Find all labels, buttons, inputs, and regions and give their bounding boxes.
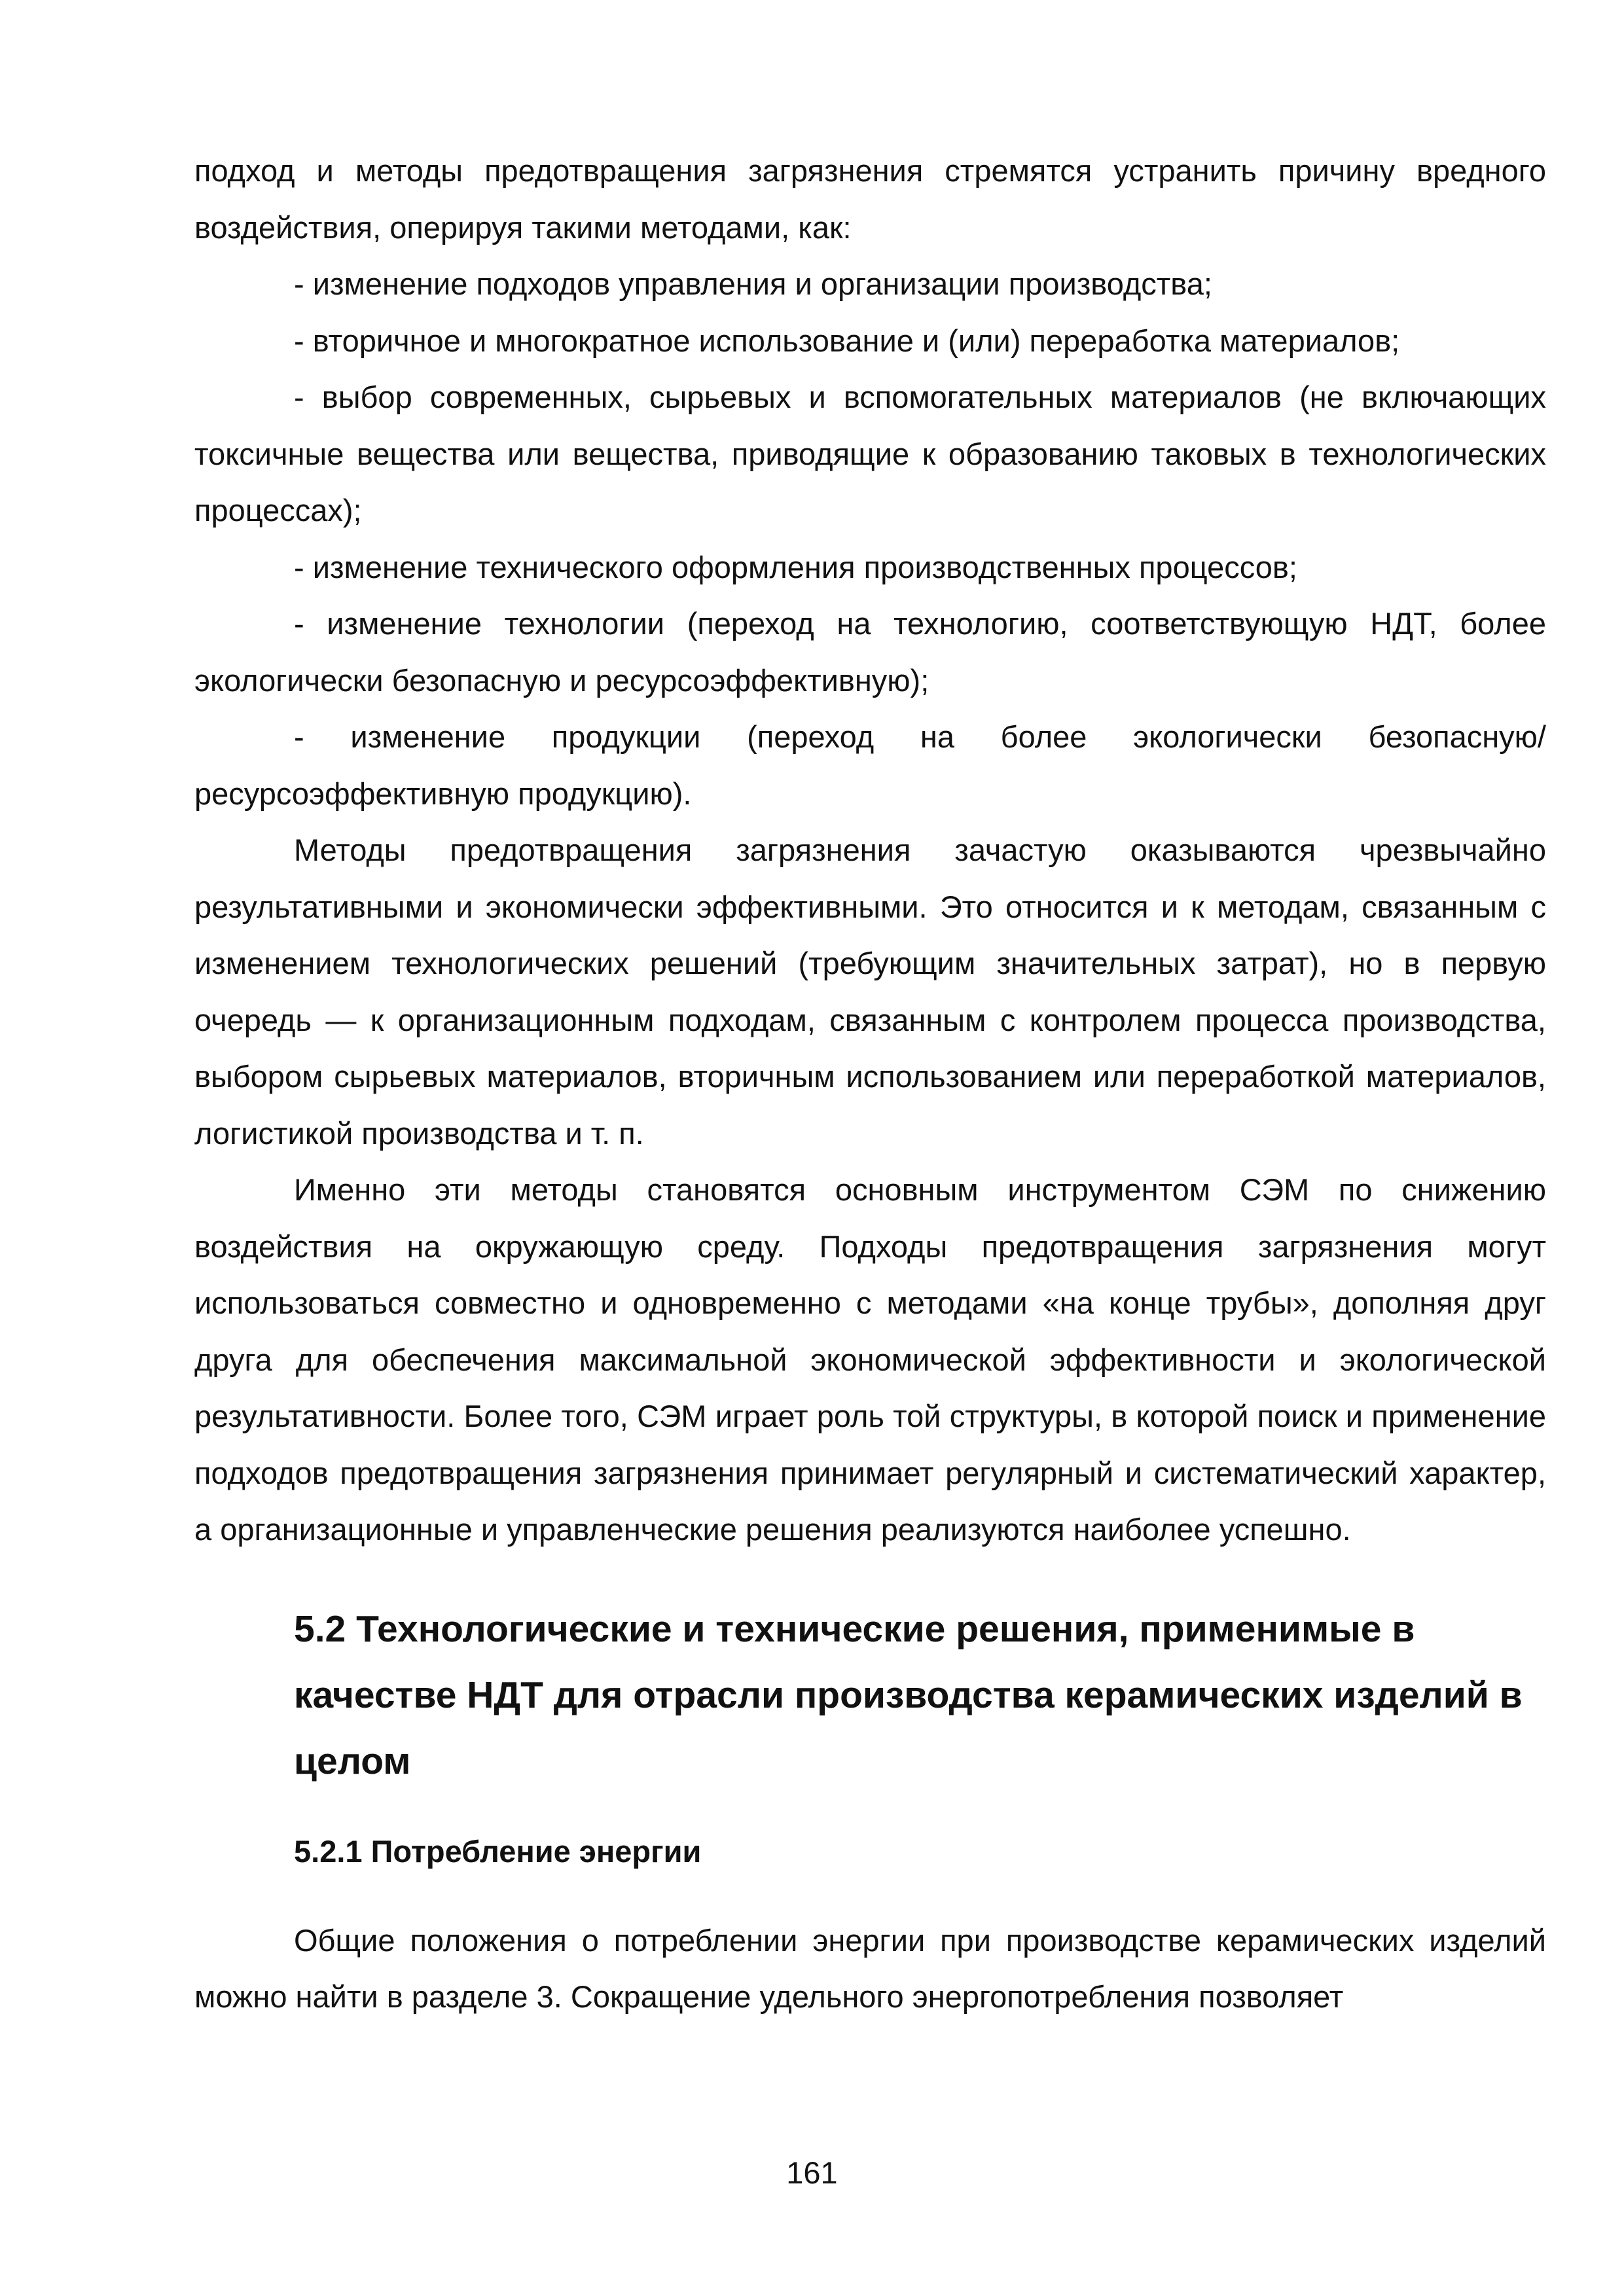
paragraph-intro: подход и методы предотвращения загрязнения стремятся устранить причину вредного воздействия, оперируя такими методами, как: bbox=[194, 153, 1546, 245]
paragraph-sem-tool: Именно эти методы становятся основным инструментом СЭМ по снижению воздействия на окружающую среду. Подходы предотвращения загрязнения могут использоваться совместно и одновременно с методами «на конце трубы», дополняя друг друга для обеспечения максимальной экономической эффективности и экологической результативности. Более того, СЭМ играет роль той структуры, в которой поиск и применение подходов предотвращения загрязнения принимает регулярный и систематический характер, а организационные и управленческие решения реализуются наиболее успешно. bbox=[194, 1172, 1546, 1547]
paragraph-prevention-methods: Методы предотвращения загрязнения зачастую оказываются чрезвычайно результативными и экономически эффективными. Это относится и к методам, связанным с изменением технологических решений (требующим значительных затрат), но в первую очередь — к организационным подходам, связанным с контролем процесса производства, выбором сырьевых материалов, вторичным использованием или переработкой материалов, логистикой производства и т. п. bbox=[194, 833, 1546, 1151]
list-item-products: - изменение продукции (переход на более экологически безопасную/ресурсоэффективную продукцию). bbox=[194, 719, 1546, 811]
list-item-materials: - выбор современных, сырьевых и вспомогательных материалов (не включающих токсичные вещества или вещества, приводящие к образованию таковых в технологических процессах); bbox=[194, 380, 1546, 528]
page-number: 161 bbox=[786, 2155, 838, 2190]
document-page bbox=[194, 143, 1546, 2026]
section-heading: 5.2 Технологические и технические решения, применимые в качестве НДТ для отрасли производства керамических изделий в целом bbox=[294, 1607, 1523, 1782]
list-item-technology: - изменение технологии (переход на технологию, соответствующую НДТ, более экологически безопасную и ресурсоэффективную); bbox=[194, 606, 1546, 698]
subsection-heading: 5.2.1 Потребление энергии bbox=[294, 1833, 702, 1869]
list-item-process-design: - изменение технического оформления производственных процессов; bbox=[294, 549, 1297, 584]
paragraph-energy: Общие положения о потреблении энергии при производстве керамических изделий можно найти в разделе 3. Сокращение удельного энергопотребления позволяет bbox=[194, 1922, 1546, 2014]
list-item-management: - изменение подходов управления и организации производства; bbox=[294, 266, 1212, 301]
list-item-recycling: - вторичное и многократное использование и (или) переработка материалов; bbox=[294, 323, 1400, 358]
